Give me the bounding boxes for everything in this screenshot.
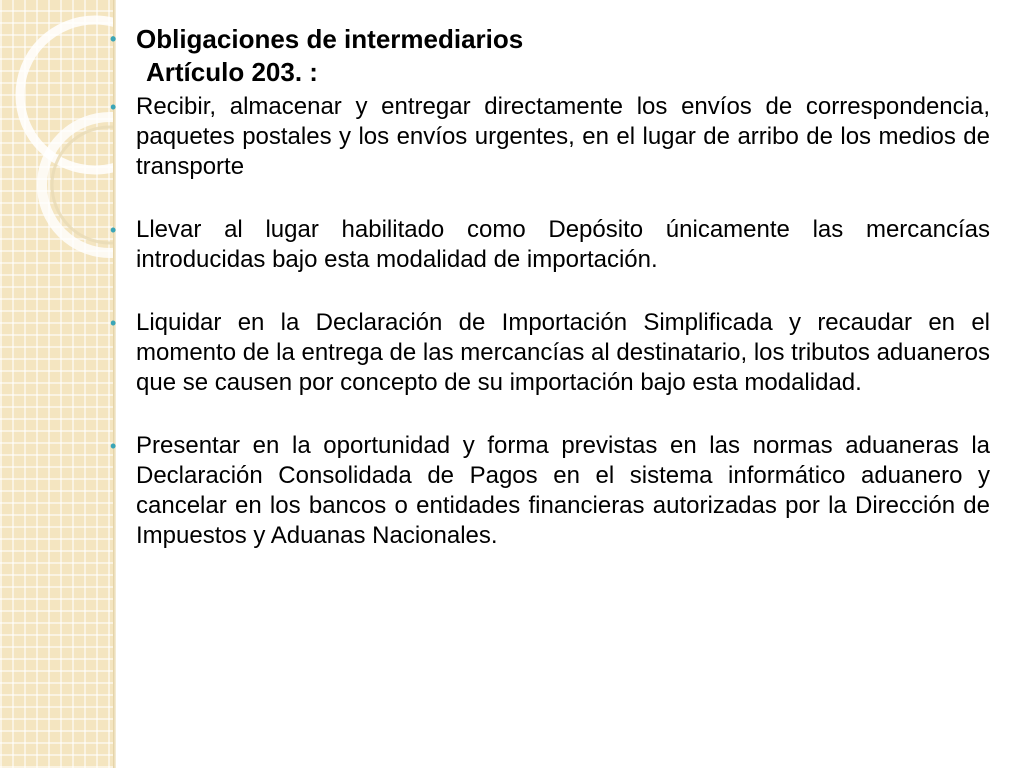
obligation-item <box>110 308 990 398</box>
obligation-text: Llevar al lugar habilitado como Depósito únicamente las mercancías introducidas bajo esta modalidad de importación. <box>136 216 990 273</box>
obligation-item <box>110 431 990 551</box>
obligation-text: Recibir, almacenar y entregar directamente los envíos de correspondencia, paquetes postales y los envíos urgentes, en el lugar de arribo de los medios de transporte <box>136 93 990 180</box>
obligation-text: Liquidar en la Declaración de Importación Simplificada y recaudar en el momento de la entrega de las mercancías al destinatario, los tributos aduaneros que se causen por concepto de su importación bajo esta modalidad. <box>136 309 990 396</box>
obligation-text: Presentar en la oportunidad y forma previstas en las normas aduaneras la Declaración Consolidada de Pagos en el sistema informático aduanero y cancelar en los bancos o entidades financieras autorizadas por la Dirección de Impuestos y Aduanas Nacionales. <box>136 432 990 549</box>
decorative-side-band <box>0 0 113 768</box>
slide-heading-row <box>110 22 990 56</box>
bullet-icon: • <box>110 97 117 117</box>
bullet-icon: • <box>110 313 117 333</box>
decorative-arcs <box>0 0 113 300</box>
slide-content <box>110 22 990 584</box>
slide-heading: Obligaciones de intermediarios <box>136 24 524 54</box>
bullet-icon: • <box>110 436 117 456</box>
obligation-item <box>110 92 990 182</box>
article-subheading: Artículo 203. : <box>146 57 318 87</box>
obligation-item <box>110 215 990 275</box>
bullet-icon: • <box>110 29 117 49</box>
bullet-icon: • <box>110 220 117 240</box>
